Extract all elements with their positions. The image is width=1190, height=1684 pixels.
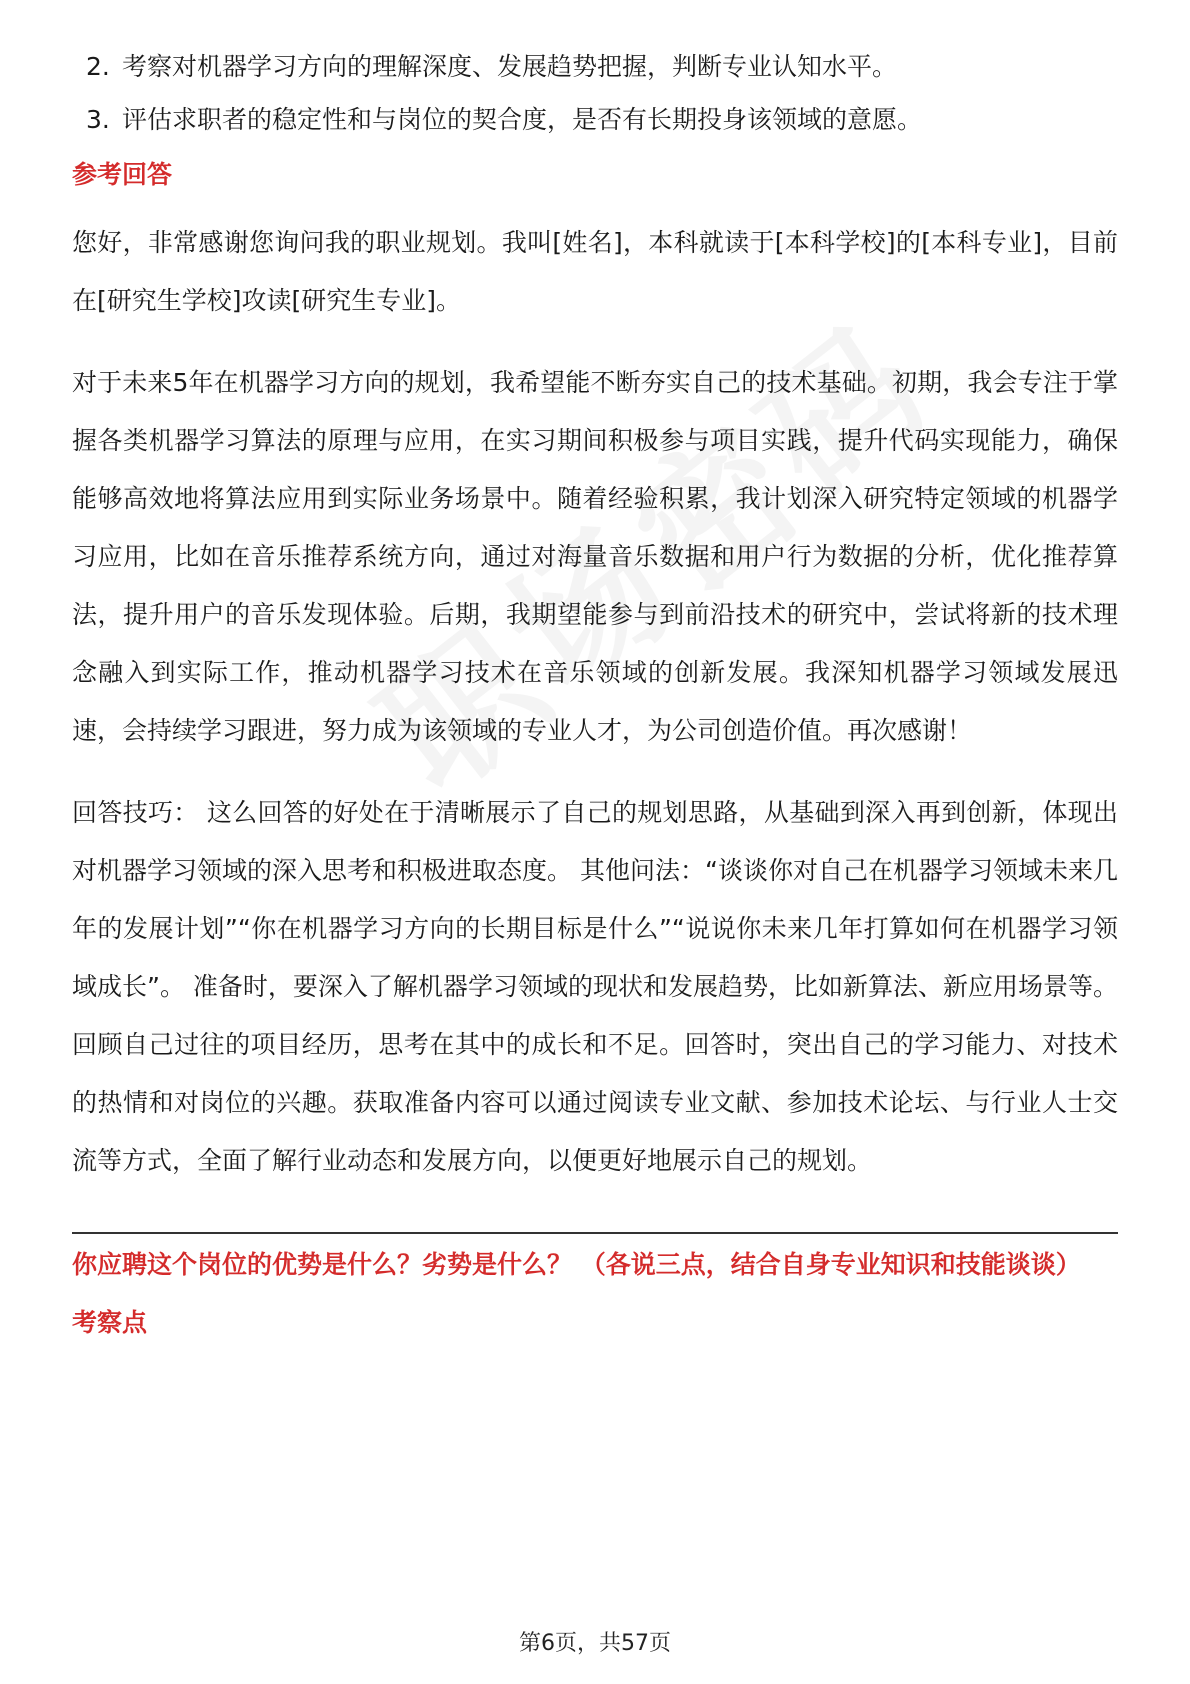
question-heading: 你应聘这个岗位的优势是什么？劣势是什么？ （各说三点，结合自身专业知识和技能谈谈） bbox=[72, 1250, 1081, 1279]
answer-paragraph-intro: 您好，非常感谢您询问我的职业规划。我叫[姓名]，本科就读于[本科学校]的[本科专业]，目前在[研究生学校]攻读[研究生专业]。 bbox=[72, 228, 1118, 315]
list-item-number: 3. bbox=[86, 105, 110, 134]
list-item-text: 评估求职者的稳定性和与岗位的契合度，是否有长期投身该领域的意愿。 bbox=[122, 105, 923, 134]
evaluation-points-list bbox=[72, 52, 1118, 135]
list-item-number: 2. bbox=[86, 52, 110, 81]
list-item-text: 考察对机器学习方向的理解深度、发展趋势把握，判断专业认知水平。 bbox=[122, 52, 898, 81]
reference-answer-heading: 参考回答 bbox=[72, 160, 173, 189]
section-divider bbox=[72, 1232, 1118, 1234]
answer-tips-paragraph: 回答技巧： 这么回答的好处在于清晰展示了自己的规划思路，从基础到深入再到创新，体现出对机器学习领域的深入思考和积极进取态度。 其他问法：“谈谈你对自己在机器学习领域未来几年的发展计划”“你在机器学习方向的长期目标是什么”“说说你未来几年打算如何在机器学习领域成长”。 准备时，要深入了解机器学习领域的现状和发展趋势，比如新算法、新应用场景等。回顾自己过往的项目经历，思考在其中的成长和不足。回答时，突出自己的学习能力、对技术的热情和对岗位的兴趣。获取准备内容可以通过阅读专业文献、参加技术论坛、与行业人士交流等方式，全面了解行业动态和发展方向，以便更好地展示自己的规划。 bbox=[72, 798, 1118, 1175]
list-item bbox=[72, 105, 1118, 135]
page-content bbox=[72, 52, 1118, 1340]
examination-points-heading: 考察点 bbox=[72, 1308, 148, 1337]
list-item bbox=[72, 52, 1118, 82]
answer-paragraph-plan: 对于未来5年在机器学习方向的规划，我希望能不断夯实自己的技术基础。初期，我会专注于掌握各类机器学习算法的原理与应用，在实习期间积极参与项目实践，提升代码实现能力，确保能够高效地将算法应用到实际业务场景中。随着经验积累，我计划深入研究特定领域的机器学习应用，比如在音乐推荐系统方向，通过对海量音乐数据和用户行为数据的分析，优化推荐算法，提升用户的音乐发现体验。后期，我期望能参与到前沿技术的研究中，尝试将新的技术理念融入到实际工作，推动机器学习技术在音乐领域的创新发展。我深知机器学习领域发展迅速，会持续学习跟进，努力成为该领域的专业人才，为公司创造价值。再次感谢！ bbox=[72, 368, 1118, 745]
page-number: 第6页，共57页 bbox=[519, 1631, 671, 1656]
